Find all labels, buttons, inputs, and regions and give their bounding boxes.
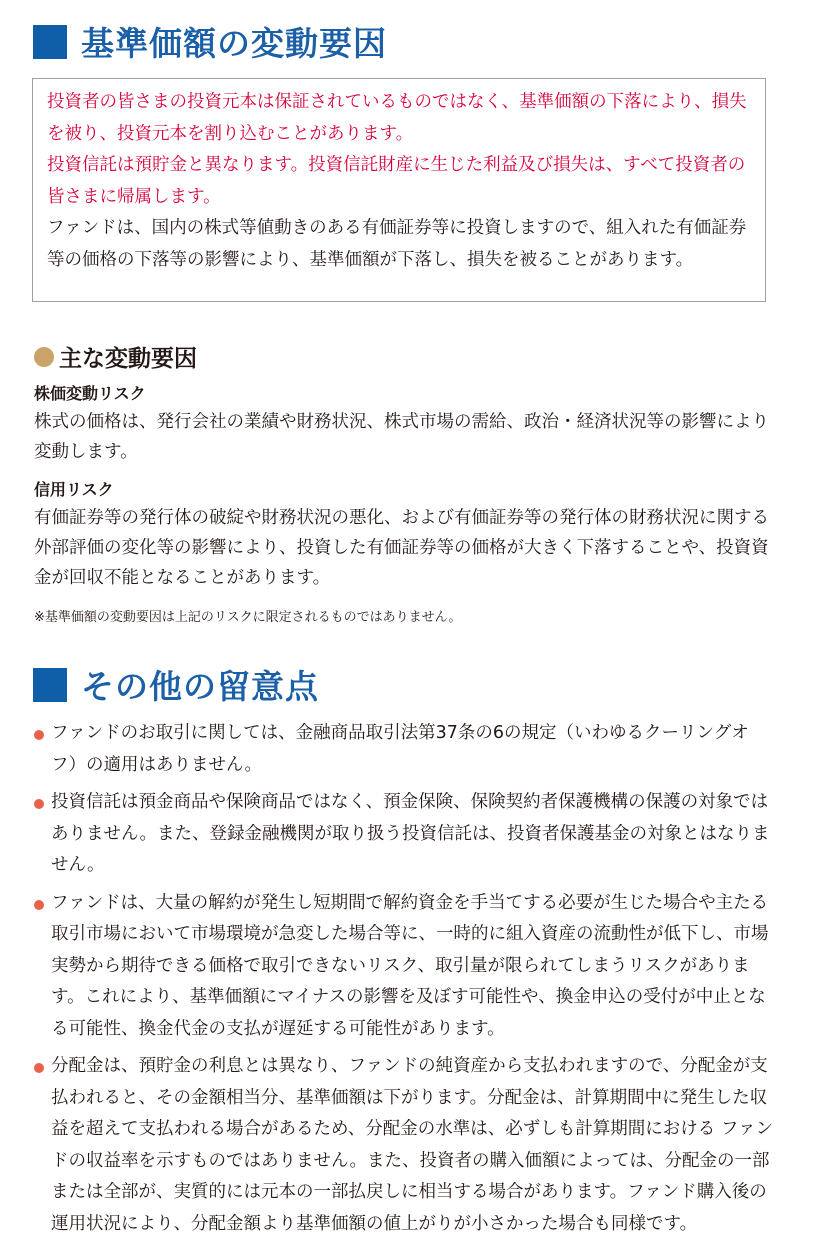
risk-title: 信用リスク <box>34 480 114 499</box>
notice-body-text: ファンドは、国内の株式等値動きのある有価証券等に投資しますので、組入れた有価証券等の価格の下落等の影響により、基準価額が下落し、損失を被ることがあります。 <box>47 218 747 270</box>
notes-list <box>34 718 774 1246</box>
warning-text-principal: 投資者の皆さまの投資元本は保証されているものではなく、基準価額の下落により、損失を被り、投資元本を割り込むことがあります。 <box>47 92 747 144</box>
list-item <box>34 718 774 781</box>
bullet-dot-icon <box>34 900 44 910</box>
risk-item-stock-price <box>34 383 784 467</box>
bullet-dot-icon <box>34 730 44 740</box>
note-text: ファンドのお取引に関しては、金融商品取引法第37条の6の規定（いわゆるクーリングオフ）の適用はありません。 <box>51 723 749 775</box>
section-heading-other-notes <box>33 661 319 708</box>
warning-text-not-deposit: 投資信託は預貯金と異なります。投資信託財産に生じた利益及び損失は、すべて投資者の皆さまに帰属します。 <box>47 155 746 207</box>
heading-square-icon <box>33 668 67 702</box>
notice-box <box>32 78 766 302</box>
section-heading-fluctuation <box>33 18 387 65</box>
section-title: その他の留意点 <box>81 667 319 706</box>
note-text: 分配金は、預貯金の利息とは異なり、ファンドの純資産から支払われますので、分配金が支払われると、その金額相当分、基準価額は下がります。分配金は、計算期間中に発生した収益を超えて支払われる場合があるため、分配金の水準は、必ずしも計算期間における ファンドの収益率を示すものではありません。また、投資者の購入価額によっては、分配金の一部または全部が、実質的には元本の一部払戻しに相当する場合があります。ファンド購入後の運用状況により、分配金額より基準価額の値上がりが小さかった場合も同様です。 <box>51 1056 774 1234</box>
sub-heading-main-factors <box>34 340 197 373</box>
heading-square-icon <box>33 25 67 59</box>
section-title: 基準価額の変動要因 <box>81 24 387 63</box>
risk-item-credit <box>34 479 784 593</box>
risk-body: 有価証券等の発行体の破綻や財務状況の悪化、および有価証券等の発行体の財務状況に関する外部評価の変化等の影響により、投資した有価証券等の価格が大きく下落することや、投資資金が回収不能となることがあります。 <box>34 508 769 588</box>
sub-heading-text: 主な変動要因 <box>59 346 197 372</box>
bullet-dot-icon <box>34 799 44 809</box>
footnote: ※基準価額の変動要因は上記のリスクに限定されるものではありません。 <box>34 610 462 625</box>
note-text: ファンドは、大量の解約が発生し短期間で解約資金を手当てする必要が生じた場合や主たる取引市場において市場環境が急変した場合等に、一時的に組入資産の流動性が低下し、市場実勢から期待できる価格で取引できないリスク、取引量が限られてしまうリスクがあります。これにより、基準価額にマイナスの影響を及ぼす可能性や、換金申込の受付が中止となる可能性、換金代金の支払が遅延する可能性があります。 <box>51 892 769 1039</box>
list-item <box>34 1051 774 1240</box>
bullet-dot-icon <box>34 1063 44 1073</box>
circle-bullet-icon <box>34 347 54 367</box>
list-item <box>34 888 774 1046</box>
risk-title: 株価変動リスク <box>34 384 146 403</box>
note-text: 投資信託は預金商品や保険商品ではなく、預金保険、保険契約者保護機構の保護の対象ではありません。また、登録金融機関が取り扱う投資信託は、投資者保護基金の対象とはなりません。 <box>51 792 770 875</box>
list-item <box>34 787 774 882</box>
risk-body: 株式の価格は、発行会社の業績や財務状況、株式市場の需給、政治・経済状況等の影響により変動します。 <box>34 412 769 462</box>
